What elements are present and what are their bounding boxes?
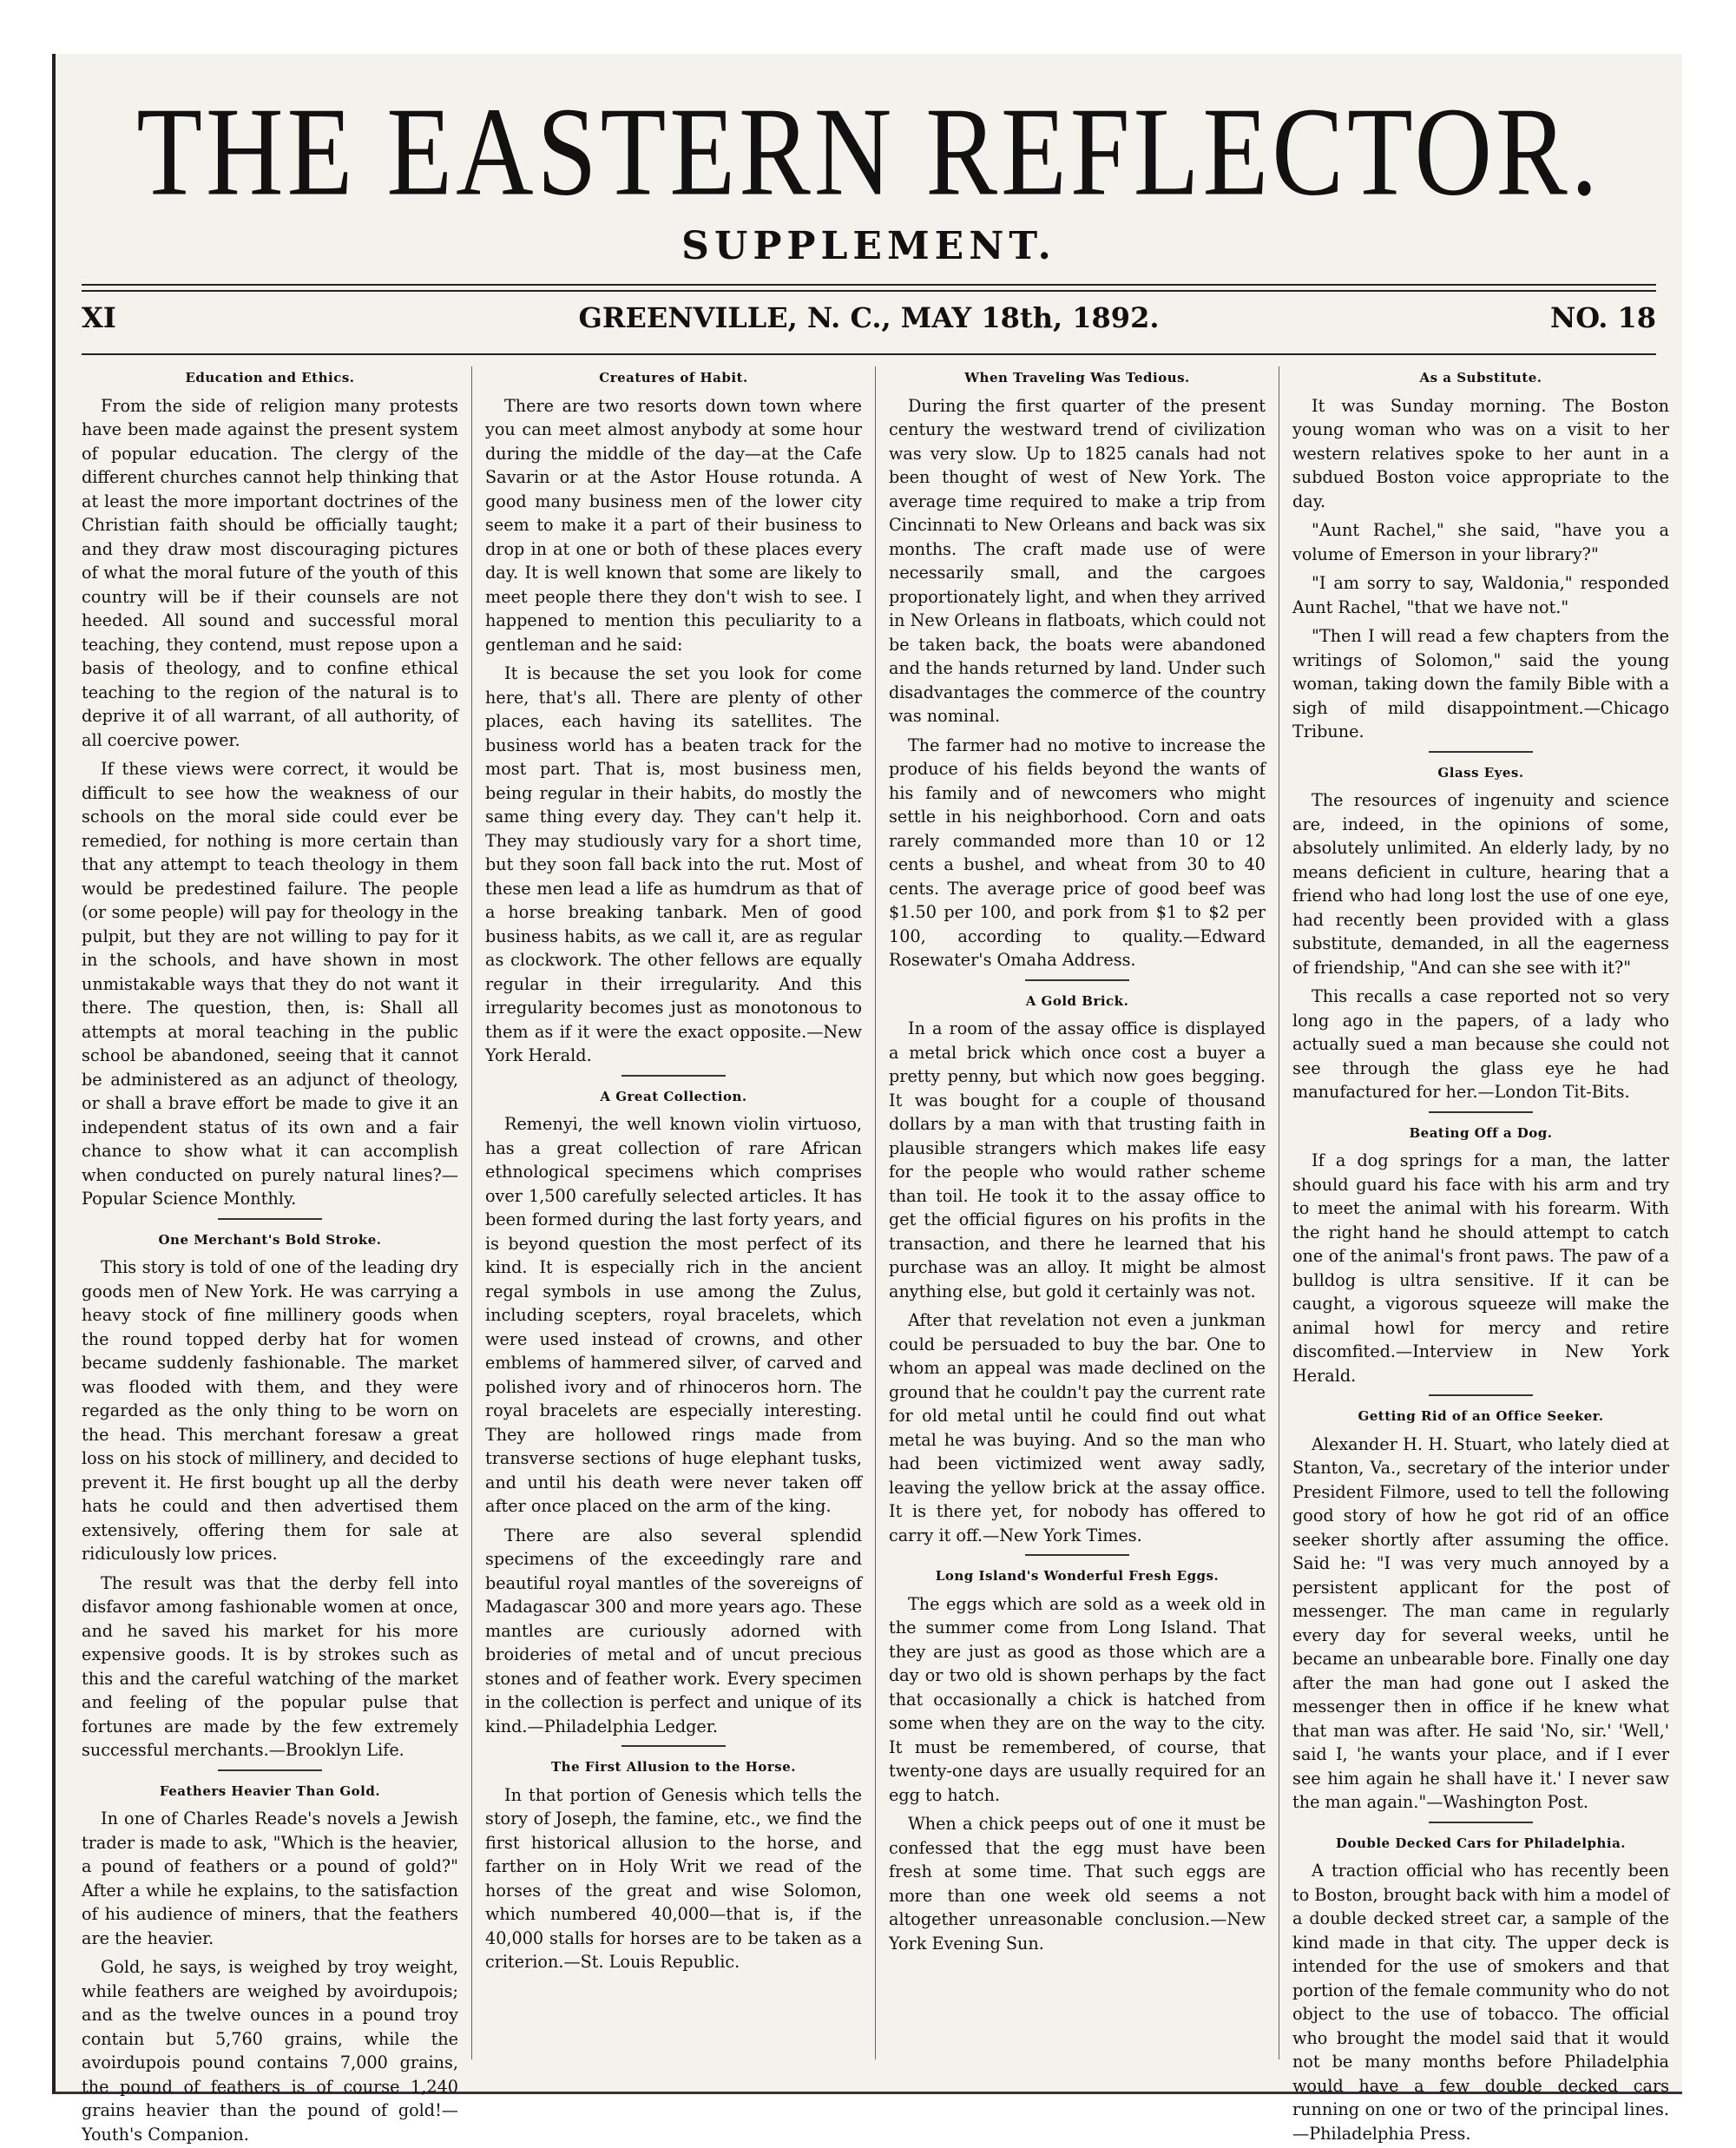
newspaper-page (52, 54, 1682, 2145)
article-paragraph: In a room of the assay office is displayed a metal brick which once cost a buyer a pretty penny, but which now goes begging. It was bought for a couple of thousand dollars by a man with that trusting faith in plausible strangers which makes life easy for the people who would rather scheme than toil. He took it to the assay office to get the official figures on his profits in the transaction, and there he learned that his purchase was an alloy. It might be almost anything else, but gold it certainly was not. (889, 1018, 1266, 1301)
top-rule (82, 284, 1656, 286)
column-1 (82, 366, 458, 2145)
article-separator (621, 1075, 726, 1077)
article-paragraph: The resources of ingenuity and science are, indeed, in the opinions of some, absolutely unlimited. An elderly lady, by no means deficient in culture, hearing that a friend who had long lost the use of one eye, had recently been provided with a glass substitute, demanded, in all the eagerness of friendship, "And can she see with it?" (1292, 790, 1669, 978)
column-2 (485, 366, 862, 2068)
article-paragraph: From the side of religion many protests have been made against the present system of popular education. The clergy of the different churches cannot help thinking that at least the more important doctrines of the Christian faith should be officially taught; and they draw most discouraging pictures of what the moral future of the youth of this country will be if their counsels are not heeded. All sound and successful moral teaching, they contend, must repose upon a basis of theology, and to confine ethical teaching to the region of the natural is to deprive it of all warrant, of all authority, of all coercive power. (82, 395, 458, 750)
column-4 (1292, 366, 1670, 2144)
article-headline: Long Island's Wonderful Fresh Eggs. (935, 1568, 1220, 1584)
article-headline: Feathers Heavier Than Gold. (159, 1782, 381, 1799)
article-separator (1429, 1394, 1533, 1396)
article-headline: Double Decked Cars for Philadelphia. (1335, 1835, 1627, 1851)
article-headline: Getting Rid of an Office Seeker. (1358, 1408, 1604, 1424)
article-separator (1025, 1554, 1129, 1556)
article-separator (621, 1745, 726, 1747)
dateline-rule (82, 353, 1656, 355)
article-headline: Beating Off a Dog. (1409, 1124, 1553, 1141)
masthead-title: THE EASTERN REFLECTOR. (136, 81, 1601, 222)
article-paragraph: "Aunt Rachel," she said, "have you a volume of Emerson in your library?" (1292, 520, 1669, 564)
article-headline: A Gold Brick. (1025, 992, 1129, 1009)
article-paragraph: Alexander H. H. Stuart, who lately died at Stanton, Va., secretary of the interior under President Filmore, used to tell the following good story of how he got rid of an office seeker shortly after assuming the office. Said he: "I was very much annoyed by a persistent applicant for the post of messenger. The man came in regularly every day for several weeks, until he became an unbearable bore. Finally one day after the man had gone out I asked the messenger then in office if he knew what that man was after. He said 'No, sir.' 'Well,' said I, 'he wants your place, and if I ever see him again he shall have it.' I never saw the man again."—Washington Post. (1292, 1433, 1669, 1812)
column-divider (875, 366, 876, 2059)
article-paragraph: There are two resorts down town where you can meet almost anybody at some hour during the middle of the day—at the Cafe Savarin or at the Astor House rotunda. A good many business men of the lower city seem to make it a part of their business to drop in at one or both of these places every day. It is well known that some are likely to meet people there they don't wish to see. I happened to mention this peculiarity to a gentleman and he said: (485, 395, 862, 655)
article-headline: Creatures of Habit. (599, 370, 748, 385)
volume-number: XI (82, 301, 116, 334)
article-paragraph: Gold, he says, is weighed by troy weight, while feathers are weighed by avoirdupois; and as the twelve ounces in a pound troy contain but 5,760 grains, while the avoirdupois pound contains 7,000 grains, the pound of feathers is of course 1,240 grains heavier than the pound of gold!—Youth's Companion. (82, 1957, 458, 2145)
article-headline: One Merchant's Bold Stroke. (158, 1231, 382, 1248)
article-headline: Education and Ethics. (185, 370, 355, 385)
article-paragraph: If a dog springs for a man, the latter should guard his face with his arm and try to meet the animal with his forearm. With the right hand he should attempt to catch one of the animal's front paws. The paw of a bulldog is ultra sensitive. If it can be caught, a vigorous squeeze will make the animal howl for mercy and retire discomfited.—Interview in New York Herald. (1292, 1150, 1669, 1386)
article-headline: The First Allusion to the Horse. (551, 1759, 796, 1775)
article-headline: A Great Collection. (600, 1088, 747, 1104)
article-paragraph: The result was that the derby fell into disfavor among fashionable women at once, and he saved his market for his more expensive goods. It is by strokes such as this and the careful watching of the market and feeling of the popular pulse that fortunes are made by the few extremely successful merchants.—Brooklyn Life. (82, 1572, 458, 1760)
column-divider (471, 366, 472, 2059)
article-paragraph: This story is told of one of the leading dry goods men of New York. He was carrying a heavy stock of fine millinery goods when the round topped derby hat for women became suddenly fashionable. The market was flooded with them, and they were regarded as the only thing to be worn on the head. This merchant foresaw a great loss on his stock of millinery, and decided to prevent it. He first bought up all the derby hats he could and then advertised them extensively, offering them for sale at ridiculously low prices. (82, 1257, 458, 1564)
dateline-bar (82, 301, 1656, 345)
article-paragraph: "I am sorry to say, Waldonia," responded Aunt Rachel, "that we have not." (1292, 573, 1669, 617)
article-separator (1429, 1822, 1533, 1823)
article-headline: Glass Eyes. (1437, 764, 1524, 781)
issue-number: NO. 18 (1549, 301, 1656, 334)
article-paragraph: A traction official who has recently been to Boston, brought back with him a model of a double decked street car, a sample of the kind made in that city. The upper deck is intended for the use of smokers and that portion of the female community who do not object to the use of tobacco. The official who brought the model said that it would not be many months before Philadelphia would have a few double decked cars running on one or two of the principal lines.—Philadelphia Press. (1292, 1861, 1670, 2144)
masthead-subtitle: SUPPLEMENT. (681, 224, 1056, 268)
article-paragraph: In that portion of Genesis which tells the story of Joseph, the famine, etc., we find the first historical allusion to the horse, and farther on in Holy Writ we read of the horses of the great and wise Solomon, which numbered 40,000—that is, if the 40,000 stalls for horses are to be taken as a criterion.—St. Louis Republic. (485, 1784, 862, 1972)
article-paragraph: This recalls a case reported not so very long ago in the papers, of a lady who actually sued a man because she could not see through the glass eye he had manufactured for her.—London Tit-Bits. (1292, 986, 1669, 1102)
article-separator (218, 1769, 322, 1771)
column-3 (889, 366, 1266, 2068)
article-paragraph: It was Sunday morning. The Boston young woman who was on a visit to her western relatives spoke to her aunt in a subdued Boston voice appropriate to the day. (1292, 395, 1669, 511)
article-paragraph: In one of Charles Reade's novels a Jewish trader is made to ask, "Which is the heavier, a pound of feathers or a pound of gold?" After a while he explains, to the satisfaction of his audience of miners, that the feathers are the heavier. (82, 1809, 458, 1948)
article-paragraph: The farmer had no motive to increase the produce of his fields beyond the wants of his family and of newcomers who might settle in his neighborhood. Corn and oats rarely commanded more than 10 or 12 cents a bushel, and wheat from 30 to 40 cents. The average price of good beef was $1.50 per 100, and pork from $1 to $2 per 100, according to quality.—Edward Rosewater's Omaha Address. (889, 735, 1266, 970)
article-headline: As a Substitute. (1419, 370, 1542, 385)
article-paragraph: After that revelation not even a junkman could be persuaded to buy the bar. One to whom an appeal was made declined on the ground that he couldn't pay the current rate for old metal until he could find out what metal he was buying. And so the man who had been victimized went away sadly, leaving the yellow brick at the assay office. It is there yet, for nobody has offered to carry it off.—New York Times. (889, 1310, 1266, 1545)
article-separator (1429, 751, 1533, 753)
article-separator (218, 1218, 322, 1220)
top-rule-double (82, 290, 1656, 292)
article-headline: When Traveling Was Tedious. (964, 370, 1190, 385)
article-paragraph: If these views were correct, it would be difficult to see how the weakness of our schools on the moral side could ever be remedied, for nothing is more certain than that any attempt to teach theology in them would be predestined failure. The people (or some people) will pay for theology in the pulpit, but they are not willing to pay for it in the schools, and have shown in most unmistakable ways that they do not want it there. The question, then, is: Shall all attempts at moral teaching in the public school be abandoned, seeing that it cannot be administered as an adjunct of theology, or shall a brave effort be made to give it an independent status of its own and a fair chance to show what it can accomplish when conducted on purely natural lines?—Popular Science Monthly. (82, 759, 458, 1209)
article-paragraph: "Then I will read a few chapters from the writings of Solomon," said the young woman, taking down the family Bible with a sigh of mild disappointment.—Chicago Tribune. (1292, 626, 1669, 741)
article-paragraph: The eggs which are sold as a week old in the summer come from Long Island. That they are just as good as those which are a day or two old is shown perhaps by the fact that occasionally a chick is hatched from some when they are on the way to the city. It must be remembered, of course, that twenty-one days are usually required for an egg to hatch. (889, 1593, 1266, 1805)
article-separator (1025, 979, 1129, 981)
article-paragraph: Remenyi, the well known violin virtuoso, has a great collection of rare African ethnological specimens which comprises over 1,500 carefully selected articles. It has been formed during the last forty years, and is beyond question the most perfect of its kind. It is especially rich in the ancient regal symbols in use among the Zulus, including scepters, royal bracelets, which were used instead of crowns, and other emblems of hammered silver, of carved and polished ivory and of rhinoceros horn. The royal bracelets are especially interesting. They are hollowed rings made from transverse sections of huge elephant tusks, and until his death were never taken off after once placed on the arm of the king. (485, 1114, 862, 1516)
dateline: GREENVILLE, N. C., MAY 18th, 1892. (578, 301, 1160, 334)
article-paragraph: It is because the set you look for come here, that's all. There are plenty of other places, each having its satellites. The business world has a beaten track for the most part. That is, most business men, being regular in their habits, do mostly the same thing every day. They can't help it. They may studiously vary for a short time, but they soon fall back into the rut. Most of these men lead a life as humdrum as that of a horse breaking tanbark. Men of good business habits, as we call it, are as regular as clockwork. The other fellows are equally regular in their irregularity. And this irregularity becomes just as monotonous to them as if it were the exact opposite.—New York Herald. (485, 663, 862, 1065)
article-paragraph: During the first quarter of the present century the westward trend of civilization was very slow. Up to 1825 canals had not been thought of west of New York. The average time required to make a trip from Cincinnati to New Orleans and back was six months. The craft made use of were necessarily small, and the cargoes proportionately light, and when they arrived in New Orleans in flatboats, which could not be taken back, the boats were abandoned and the hands returned by land. Under such disadvantages the commerce of the country was nominal. (889, 395, 1266, 726)
article-separator (1429, 1111, 1533, 1113)
article-paragraph: When a chick peeps out of one it must be confessed that the egg must have been fresh at some time. That such eggs are more than one week old seems a not altogether unreasonable conclusion.—New York Evening Sun. (889, 1814, 1266, 1954)
article-paragraph: There are also several splendid specimens of the exceedingly rare and beautiful royal mantles of the sovereigns of Madagascar 300 and more years ago. These mantles are curiously adorned with broideries of metal and of uncut precious stones and of feather work. Every specimen in the collection is perfect and unique of its kind.—Philadelphia Ledger. (485, 1525, 862, 1736)
